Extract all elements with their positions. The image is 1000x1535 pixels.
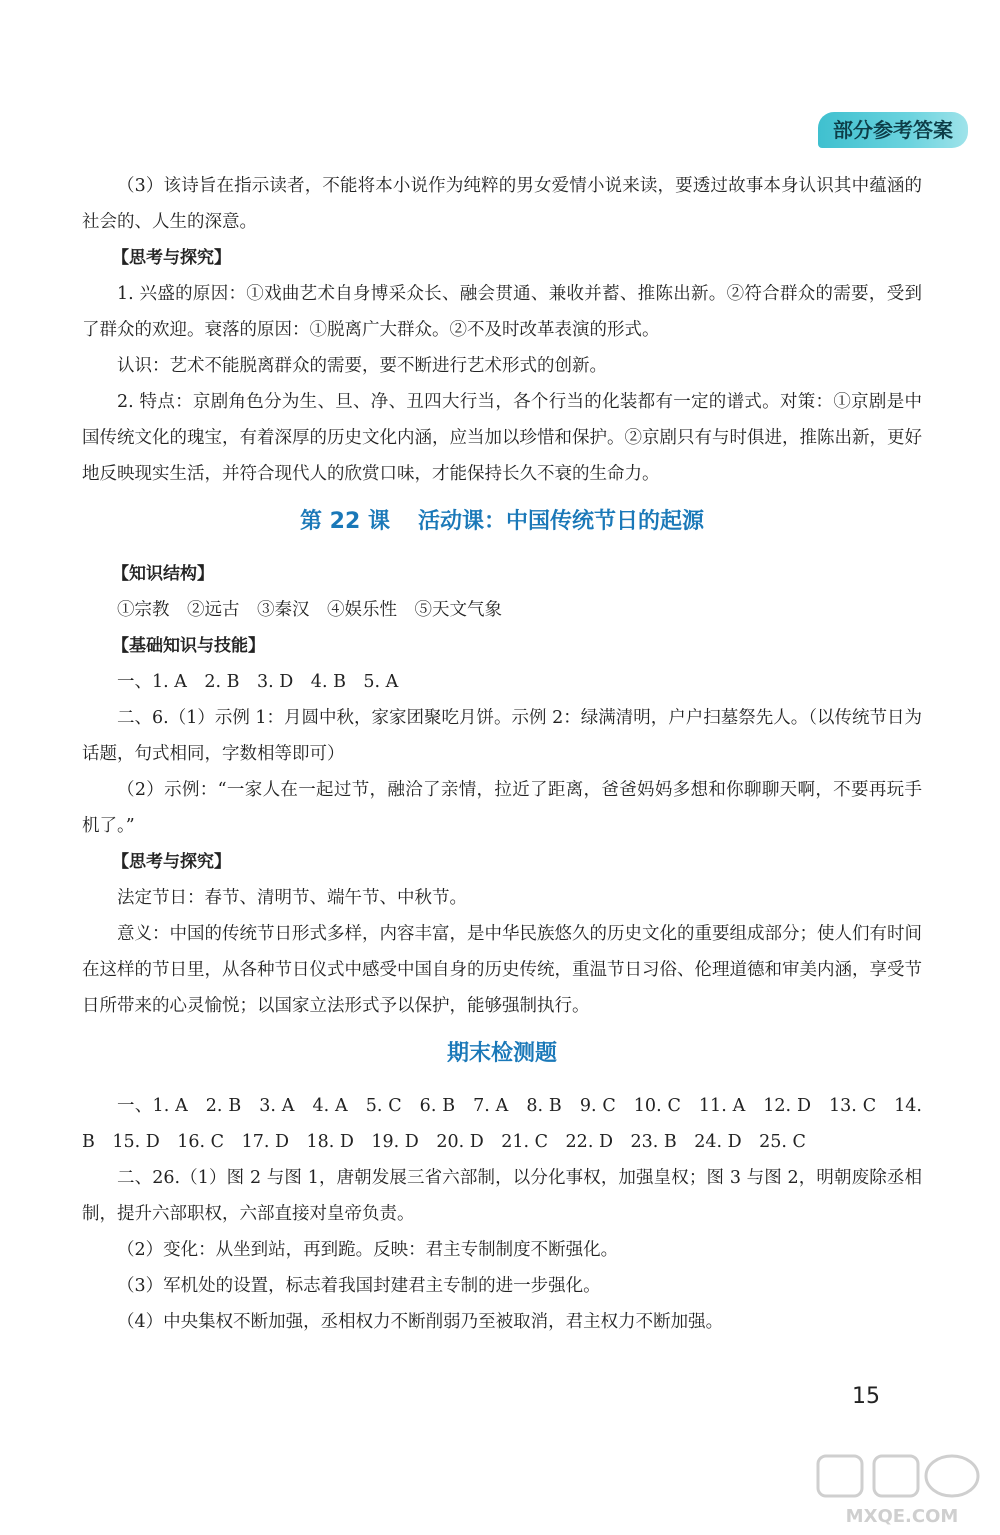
section-badge: 部分参考答案 <box>818 112 968 148</box>
lesson-title <box>82 502 922 542</box>
lesson-number: 第 22 课 <box>300 509 390 534</box>
watermark-text: MXQE.COM <box>845 1506 959 1527</box>
section-heading: 【思考与探究】 <box>112 248 231 268</box>
answer-paragraph: （4）中央集权不断加强，丞相权力不断削弱乃至被取消，君主权力不断加强。 <box>117 1312 724 1332</box>
answer-paragraph: 二、6.（1）示例 1：月圆中秋，家家团聚吃月饼。示例 2：绿满清明，户户扫墓祭先人。（以传统节日为话题，句式相同，字数相等即可） <box>82 708 922 764</box>
lesson-name: 活动课：中国传统节日的起源 <box>417 509 704 534</box>
answer-paragraph: 1. 兴盛的原因：①戏曲艺术自身博采众长、融会贯通、兼收并蓄、推陈出新。②符合群众的需要，受到了群众的欢迎。衰落的原因：①脱离广大群众。②不及时改革表演的形式。 <box>82 284 922 340</box>
answer-paragraph: （3）该诗旨在指示读者，不能将本小说作为纯粹的男女爱情小说来读，要透过故事本身认识其中蕴涵的社会的、人生的深意。 <box>82 176 922 232</box>
page-content <box>82 168 922 1340</box>
section-heading: 【基础知识与技能】 <box>112 636 265 656</box>
answer-paragraph: 二、26.（1）图 2 与图 1，唐朝发展三省六部制，以分化事权，加强皇权；图 3 与图 2，明朝废除丞相制，提升六部职权，六部直接对皇帝负责。 <box>82 1168 922 1224</box>
answer-paragraph: 法定节日：春节、清明节、端午节、中秋节。 <box>117 888 467 908</box>
answer-paragraph: 意义：中国的传统节日形式多样，内容丰富，是中华民族悠久的历史文化的重要组成部分；使人们有时间在这样的节日里，从各种节日仪式中感受中国自身的历史传统，重温节日习俗、伦理道德和审美内涵，享受节日所带来的心灵愉悦；以国家立法形式予以保护，能够强制执行。 <box>82 924 922 1016</box>
section-heading: 【思考与探究】 <box>112 852 231 872</box>
answer-paragraph: ①宗教 ②远古 ③秦汉 ④娱乐性 ⑤天文气象 <box>117 600 502 620</box>
answer-paragraph: 认识：艺术不能脱离群众的需要，要不断进行艺术形式的创新。 <box>117 356 607 376</box>
answer-paragraph: 一、1. A 2. B 3. D 4. B 5. A <box>117 672 399 692</box>
section-heading: 【知识结构】 <box>112 564 214 584</box>
exam-title: 期末检测题 <box>446 1041 557 1066</box>
answer-paragraph: 2. 特点：京剧角色分为生、旦、净、丑四大行当，各个行当的化装都有一定的谱式。对策：①京剧是中国传统文化的瑰宝，有着深厚的历史文化内涵，应当加以珍惜和保护。②京剧只有与时俱进，推陈出新，更好地反映现实生活，并符合现代人的欣赏口味，才能保持长久不衰的生命力。 <box>82 392 922 484</box>
answer-paragraph: 一、1. A 2. B 3. A 4. A 5. C 6. B 7. A 8. B 9. C 10. C 11. A 12. D 13. C 14. B 15. D 16. C 17. D 18. D 19. D 20. D 21. C 22. D 23. B 24. D 25. C <box>82 1096 922 1152</box>
watermark-logo-icon <box>810 1450 990 1530</box>
answer-paragraph: （3）军机处的设置，标志着我国封建君主专制的进一步强化。 <box>117 1276 601 1296</box>
answer-paragraph: （2）示例：“一家人在一起过节，融洽了亲情，拉近了距离，爸爸妈妈多想和你聊聊天啊，不要再玩手机了。” <box>82 780 922 836</box>
answer-paragraph: （2）变化：从坐到站，再到跪。反映：君主专制制度不断强化。 <box>117 1240 619 1260</box>
page-number: 15 <box>852 1384 880 1409</box>
